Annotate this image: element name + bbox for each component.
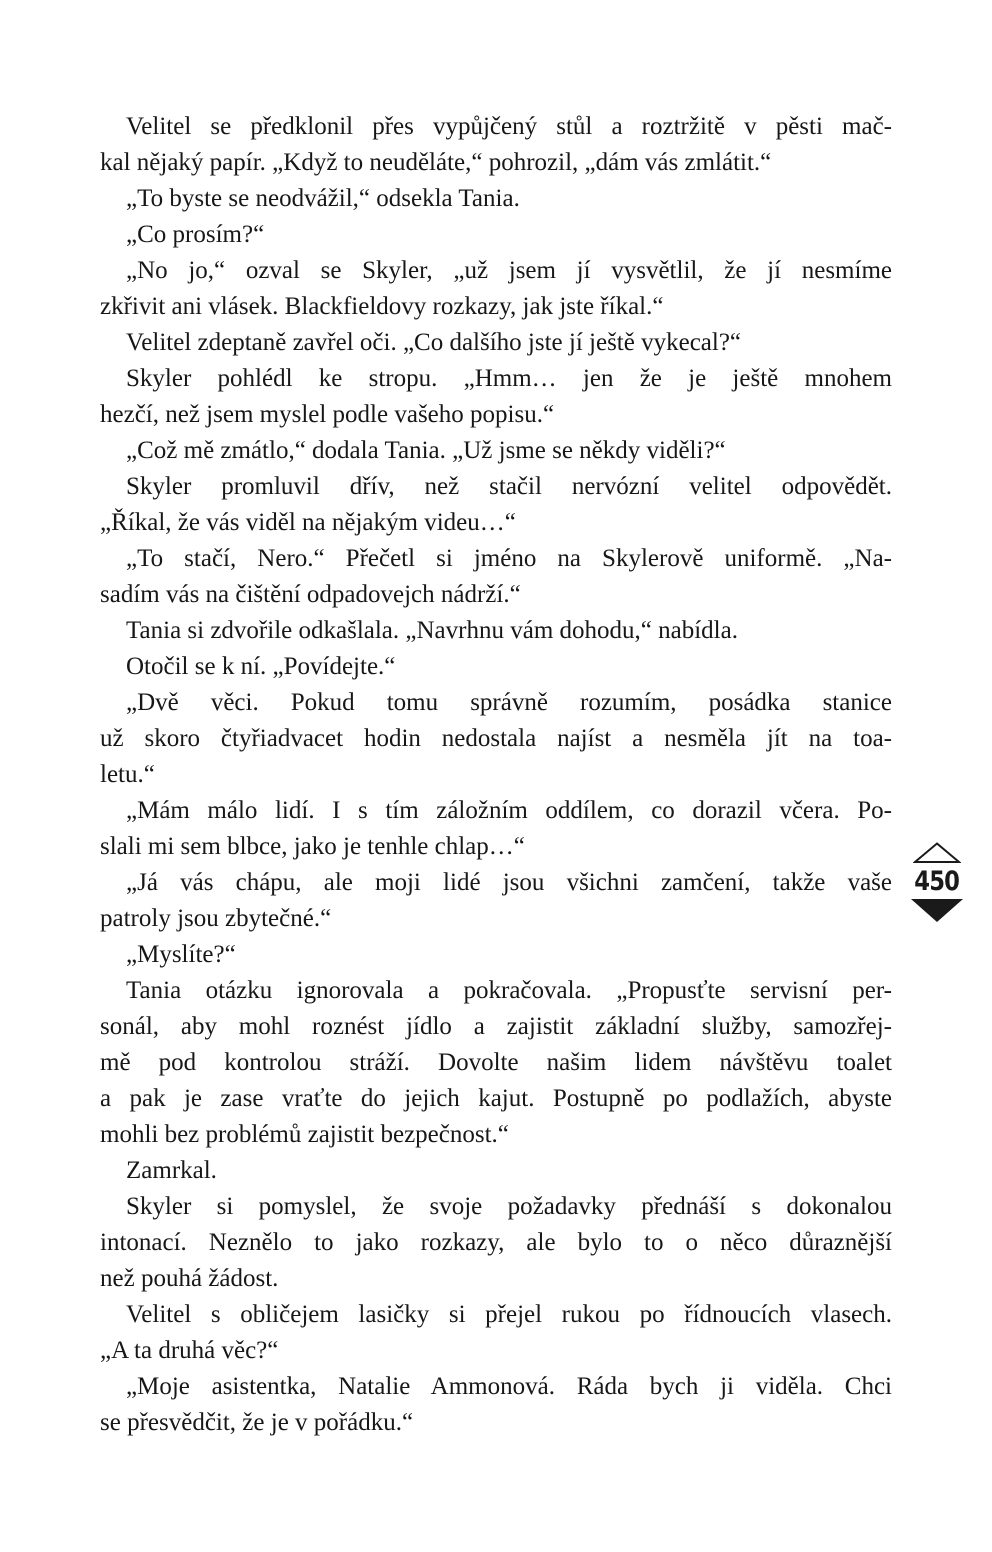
text-line: Velitel se předklonil přes vypůjčený stůl a roztržitě v pěsti mač- — [126, 113, 892, 140]
text-line: „Říkal, že vás viděl na nějakým videu…“ — [100, 509, 516, 536]
text-line: „No jo,“ ozval se Skyler, „už jsem jí vysvětlil, že jí nesmíme — [126, 257, 892, 284]
text-line: Otočil se k ní. „Povídejte.“ — [126, 653, 396, 680]
text-line: Skyler promluvil dřív, než stačil nervózní velitel odpovědět. — [126, 473, 892, 500]
text-line: „Co prosím?“ — [126, 221, 265, 248]
text-line: zkřivit ani vlásek. Blackfieldovy rozkazy, jak jste říkal.“ — [100, 293, 664, 320]
triangle-down-icon — [910, 911, 964, 926]
page-navigator — [906, 842, 968, 923]
text-line: „Moje asistentka, Natalie Ammonová. Ráda bych ji viděla. Chci — [126, 1373, 892, 1400]
text-line: Skyler pohlédl ke stropu. „Hmm… jen že je ještě mnohem — [126, 365, 892, 392]
text-line: Velitel s obličejem lasičky si přejel rukou po řídnoucích vlasech. — [126, 1301, 892, 1328]
text-line: Velitel zdeptaně zavřel oči. „Co dalšího jste jí ještě vykecal?“ — [126, 329, 742, 356]
page-down-button[interactable] — [910, 898, 964, 923]
text-line: Zamrkal. — [126, 1157, 217, 1184]
text-line: „Mám málo lidí. I s tím záložním oddílem, co dorazil včera. Po- — [126, 797, 892, 824]
text-line: Tania otázku ignorovala a pokračovala. „Propusťte servisní per- — [126, 977, 892, 1004]
text-line: „Což mě zmátlo,“ dodala Tania. „Už jsme se někdy viděli?“ — [126, 437, 726, 464]
text-line: „Dvě věci. Pokud tomu správně rozumím, posádka stanice — [126, 689, 892, 716]
text-line: už skoro čtyřiadvacet hodin nedostala najíst a nesměla jít na toa- — [100, 725, 892, 752]
text-line: sadím vás na čištění odpadovejch nádrží.“ — [100, 581, 521, 608]
triangle-up-icon — [913, 852, 961, 867]
text-line: se přesvědčit, že je v pořádku.“ — [100, 1409, 414, 1436]
text-line: „A ta druhá věc?“ — [100, 1337, 279, 1364]
text-line: mohli bez problémů zajistit bezpečnost.“ — [100, 1121, 509, 1148]
page-number[interactable]: 450 — [914, 866, 960, 897]
text-line: Skyler si pomyslel, že svoje požadavky přednáší s dokonalou — [126, 1193, 892, 1220]
text-line: „To byste se neodvážil,“ odsekla Tania. — [126, 185, 520, 212]
text-line: patroly jsou zbytečné.“ — [100, 905, 332, 932]
text-line: slali mi sem blbce, jako je tenhle chlap…“ — [100, 833, 525, 860]
text-line: mě pod kontrolou stráží. Dovolte našim lidem návštěvu toalet — [100, 1049, 892, 1076]
text-line: „Myslíte?“ — [126, 941, 236, 968]
text-line: a pak je zase vraťte do jejich kajut. Postupně po podlažích, abyste — [100, 1085, 892, 1112]
page-text — [100, 109, 892, 1441]
page-up-button[interactable] — [913, 842, 961, 864]
text-line: hezčí, než jsem myslel podle vašeho popisu.“ — [100, 401, 555, 428]
text-line: letu.“ — [100, 761, 155, 788]
text-line: intonací. Neznělo to jako rozkazy, ale bylo to o něco důraznější — [100, 1229, 892, 1256]
text-line: kal nějaký papír. „Když to neuděláte,“ pohrozil, „dám vás zmlátit.“ — [100, 149, 772, 176]
text-line: Tania si zdvořile odkašlala. „Navrhnu vám dohodu,“ nabídla. — [126, 617, 738, 644]
text-line: „Já vás chápu, ale moji lidé jsou všichni zamčení, takže vaše — [126, 869, 892, 896]
text-line: sonál, aby mohl roznést jídlo a zajistit základní služby, samozřej- — [100, 1013, 892, 1040]
text-line: „To stačí, Nero.“ Přečetl si jméno na Skylerově uniformě. „Na- — [126, 545, 892, 572]
text-line: než pouhá žádost. — [100, 1265, 279, 1292]
